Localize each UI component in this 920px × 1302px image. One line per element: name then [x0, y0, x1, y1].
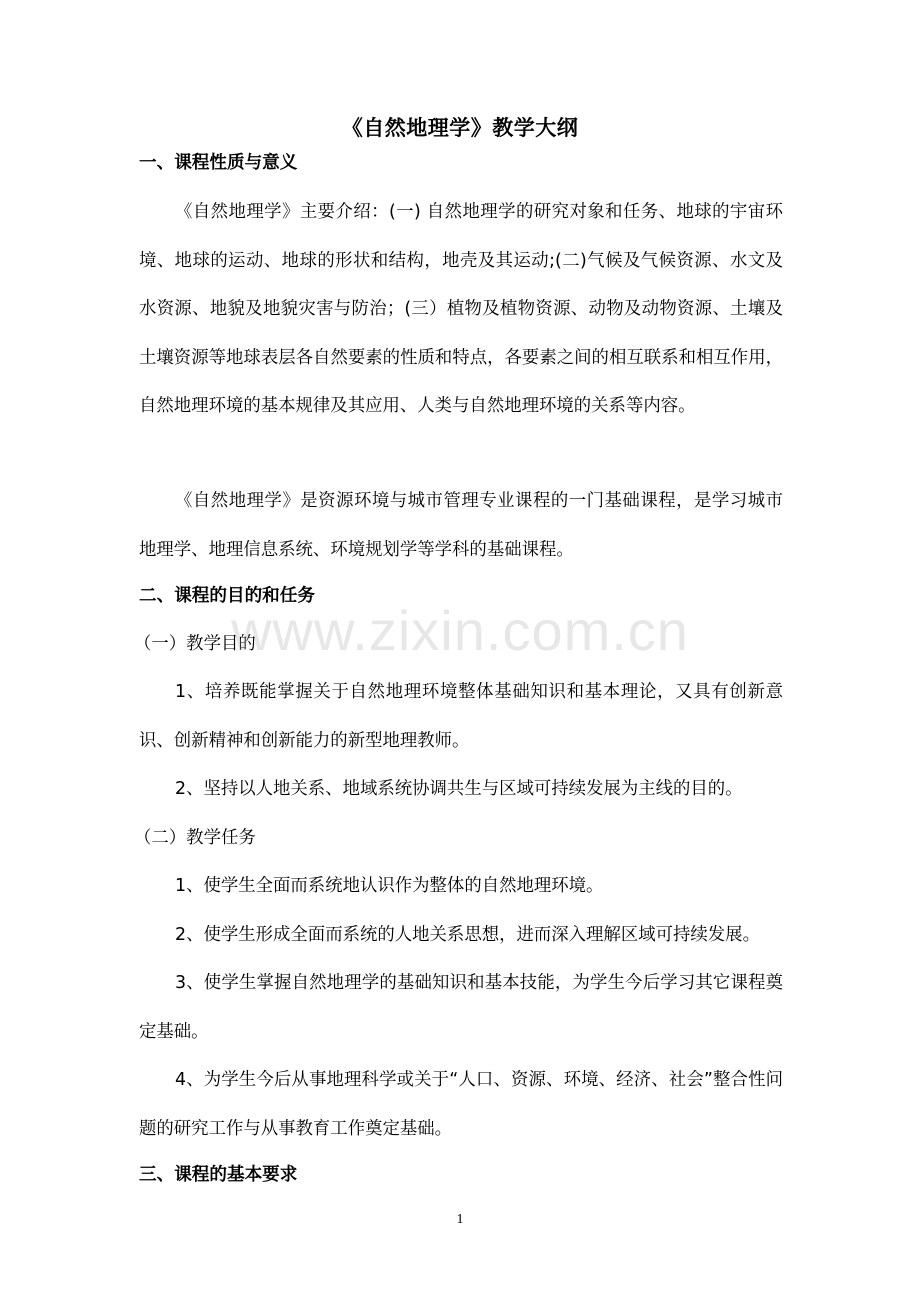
- subsection-teaching-goals: （一）教学目的: [134, 634, 256, 654]
- section-1-paragraph-1: 《自然地理学》主要介绍：(一) 自然地理学的研究对象和任务、地球的宇宙环境、地球的运动、地球的形状和结构，地壳及其运动;(二)气候及气候资源、水文及水资源、地貌及地貌灾害与防治；(三）植物及植物资源、动物及动物资源、土壤及土壤资源等地球表层各自然要素的性质和特点，各要素之间的相互联系和相互作用，自然地理环境的基本规律及其应用、人类与自然地理环境的关系等内容。: [139, 202, 783, 417]
- task-item-3: 3、使学生掌握自然地理学的基础知识和基本技能，为学生今后学习其它课程奠定基础。: [139, 973, 783, 1042]
- goal-item-1: 1、培养既能掌握关于自然地理环境整体基础知识和基本理论，又具有创新意识、创新精神和创新能力的新型地理教师。: [139, 682, 783, 751]
- section-1-heading: 一、课程性质与意义: [139, 153, 298, 173]
- watermark: www.zixin.com.cn: [231, 599, 689, 662]
- subsection-teaching-tasks: （二）教学任务: [134, 828, 256, 848]
- task-item-4: 4、为学生今后从事地理科学或关于“人口、资源、环境、经济、社会”整合性问题的研究工作与从事教育工作奠定基础。: [139, 1070, 783, 1139]
- task-item-2: 2、使学生形成全面而系统的人地关系思想，进而深入理解区域可持续发展。: [175, 925, 760, 945]
- section-3-heading: 三、课程的基本要求: [139, 1165, 298, 1185]
- section-2-heading: 二、课程的目的和任务: [139, 586, 315, 606]
- page-number: 1: [456, 1212, 464, 1227]
- section-1-paragraph-2: 《自然地理学》是资源环境与城市管理专业课程的一门基础课程，是学习城市地理学、地理信息系统、环境规划学等学科的基础课程。: [139, 491, 783, 560]
- document-title: 《自然地理学》教学大纲: [341, 116, 579, 140]
- goal-item-2: 2、坚持以人地关系、地域系统协调共生与区域可持续发展为主线的目的。: [175, 779, 743, 799]
- task-item-1: 1、使学生全面而系统地认识作为整体的自然地理环境。: [175, 876, 604, 896]
